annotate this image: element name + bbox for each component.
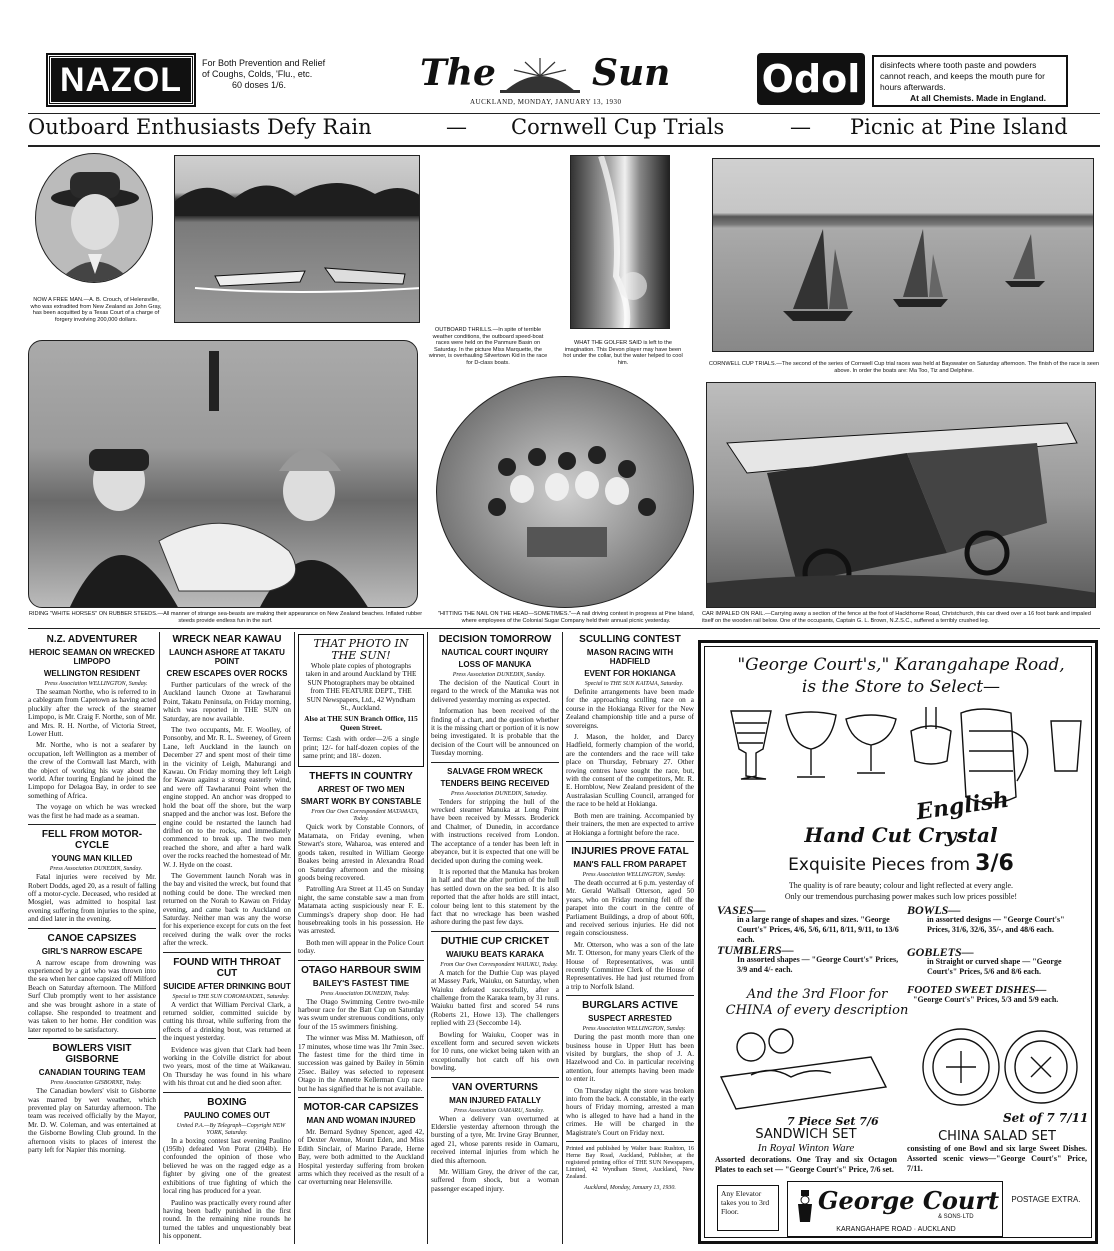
china-sets-illustration (711, 1027, 1091, 1117)
nazol-logo (48, 55, 194, 105)
caption-outboard: OUTBOARD THRILLS.—In spite of terrible weather conditions, the outboard speed-boat races were held on the Panmure Basin on Saturday. In the picture Miss Marquette, the winner, is overhauling Silvertown Kid in the race for D-class boats. (428, 327, 548, 366)
gc-quality: The quality is of rare beauty; colour and light reflected at every angle. (788, 881, 1014, 890)
caption-golfer: WHAT THE GOLFER SAID is left to the imagination. This Devon player may have been hot under the collar, but the water helped to cool him. (563, 340, 683, 366)
gc-vases: VASES— in a large range of shapes and sizes. "George Court's" Prices, 4/6, 5/6, 6/11, 8/11, 9/11, to 13/6 each. (717, 903, 899, 944)
column-5: SCULLING CONTEST MASON RACING WITH HADFIELD EVENT FOR HOKIANGA Special to THE SUN KAITAIA, Saturday. Definite arrangements have been made for the approaching sculling race on a course in the Hokianga River for the New Zealand championship title and a purse of sovereigns. J. Mason, the holder, and Darcy Hadfield, formerly champion of the world, are the contenders and the race will take place on Thursday, February 27. Other rowing centres have sought the race, but, with the consent of the competitors, Mr. R. E. Hornblow, New Zealand president of the Australasian Sculling Council, arranged for the race to be held at Hokianga. Both men are training. Accompanied by their trainers, the men are expected to arrive at Hokianga a fortnight before the race. INJURIES PROVE FATAL MAN'S FALL FROM PARAPET Press Association WELLINGTON, Sunday. The death occurred at 6 p.m. yesterday of Mr. Gerald Wallsall Otterson, aged 50 years, who on Friday morning fell off the parapet into the court in the centre of Parliament Buildings, a drop of about 60ft, and received serious injuries. He did not regain consciousness. Mr. Otterson, who was a son of the late Mr. T. Otterson, for many years Clerk of the House of Representatives, was until recently Committee Clerk of the House of Representatives. He had just returned from a trip to Norfolk Island. BURGLARS ACTIVE SUSPECT ARRESTED Press Association WELLINGTON, Sunday. During the past month more than one business house in Upper Hutt has been visited by burglars, the shop of J. A. Hazelwood and Co. in particular receiving attention, four attempts having been made to enter it. On Thursday night the store was broken into from the back. A constable, in the early hours of Friday morning, arrested a man who is alleged to have had a hand in the crimes. He will be charged in the Magistrate's Court on Friday next. Printed and published by Walter Isaac Rushton, 16 Herne Bay Road, Auckland, Publisher, at the registered printing office of THE SUN Newspapers, Limited, 42 Wyndham Street, Auckland, New Zealand. Auckland, Monday, January 13, 1930. (566, 634, 694, 1192)
gc-third-floor: And the 3rd Floor for CHINA of every description (725, 987, 909, 1018)
odol-footer: At all Chemists. Made in England. (910, 93, 1047, 103)
odol-brand: Odol (761, 57, 861, 101)
nazol-text: For Both Prevention and Relief of Coughs, Colds, 'Flu., etc. 60 doses 1/6. (202, 58, 326, 90)
portrait-figure (36, 154, 153, 283)
gc-logo: George Court (818, 1186, 1000, 1215)
gc-title-1: "George Court's," Karangahape Road, (737, 655, 1065, 675)
story-boxing: BOXING (207, 1096, 247, 1108)
white-horses-photo (28, 340, 418, 608)
story-canoe: CANOE CAPSIZES (47, 932, 137, 944)
gc-elevator-box: Any Elevator takes you to 3rd Floor. (717, 1185, 779, 1231)
masthead (410, 52, 700, 112)
nazol-brand: NAZOL (59, 60, 183, 99)
imprint-date: Auckland, Monday, January 13, 1930. (584, 1185, 676, 1192)
gc-goblets: GOBLETS— in Straight or curved shape — "George Court's" Prices, 5/6 and 8/6 each. (907, 945, 1062, 976)
sun-emblem-icon (500, 56, 580, 96)
caption-nail: "HITTING THE NAIL ON THE HEAD—SOMETIMES."—A nail driving contest in progress at Pine Island, where employees of the Colonial Sugar Company held their annual picnic yesterday. (437, 611, 695, 624)
gc-footed: FOOTED SWEET DISHES— "George Court's" Prices, 5/3 and 5/9 each. (907, 984, 1059, 1004)
story-thefts: THEFTS IN COUNTRY (309, 771, 413, 783)
story-bowlers: BOWLERS VISIT GISBORNE (52, 1043, 132, 1066)
gc-price-main: 3/6 (975, 851, 1014, 876)
cornwell-photo (712, 158, 1094, 352)
gc-address: KARANGAHAPE ROAD · AUCKLAND (836, 1226, 956, 1233)
sailboats (713, 159, 1094, 352)
gc-title-2: is the Store to Select— (801, 677, 1001, 697)
story-throat-cut: FOUND WITH THROAT CUT (173, 956, 281, 979)
story-salvage: SALVAGE FROM WRECK (447, 766, 543, 776)
golfer-photo (570, 155, 670, 329)
caption-free-man: NOW A FREE MAN.—A. B. Crouch, of Helensville, who was extradited from New Zealand as John Gray, has been acquitted by a Texas Court of a charge of forgery involving 200,000 dollars. (30, 297, 162, 323)
headline-dash-2: — (790, 115, 811, 139)
story-wreck-kawau: WRECK NEAR KAWAU (172, 634, 282, 645)
portrait-photo (35, 153, 153, 283)
story-burglars: BURGLARS ACTIVE (582, 1000, 678, 1012)
gc-bowls: BOWLS— in assorted designs — "George Court's" Prices, 31/6, 32/6, 35/-, and 48/6 each. (907, 903, 1065, 934)
outboard-photo (174, 155, 420, 323)
photo-offer-box: THAT PHOTO IN THE SUN! Whole plate copies of photographs taken in and around Auckland by THE SUN Photographers may be obtained from THE FEATURE DEPT., THE SUN Newspapers, Ltd., 42 Wyndham St., Auckland. Also at THE SUN Branch Office, 115 Queen Street. Terms: Cash with order—2/6 a single print; 12/- for half-dozen copies of the same print; and 18/- dozen. (298, 634, 424, 767)
caption-white-horses: RIDING "WHITE HORSES" ON RUBBER STEEDS.—All manner of strange sea-beasts are making their appearance on New Zealand beaches. Inflated rubber steeds provide endless fun in the surf. (28, 611, 423, 624)
crystal-glassware (711, 701, 1091, 821)
odol-logo (757, 53, 865, 105)
gc-tumblers: TUMBLERS— In assorted shapes — "George Court's" Prices, 3/9 and 4/- each. (717, 943, 899, 974)
imprint: Printed and published by Walter Isaac Rushton, 16 Herne Bay Road, Auckland, Publisher, at the registered printing office of THE SUN Newspapers, Limited, 42 Wyndham Street, Auckland, New Zealand. (566, 1146, 694, 1181)
odol-text-box: disinfects where tooth paste and powders cannot reach, and keeps the mouth pure for hours afterwards. At all Chemists. Made in England. (872, 55, 1068, 107)
gc-crystal: Hand Cut Crystal (804, 823, 998, 847)
column-4: DECISION TOMORROW NAUTICAL COURT INQUIRY LOSS OF MANUKA Press Association DUNEDIN, Sunday. The decision of the Nautical Court in regard to the wreck of the Manuka was not delivered yesterday morning as expected. Information has been received of the finding of a chart, and the question whether it is the missing chart or portion of it is now being investigated. It is probable that the decision of the Court will be announced on Tuesday morning. SALVAGE FROM WRECK TENDERS BEING RECEIVED Press Association DUNEDIN, Saturday. Tenders for stripping the hull of the wrecked steamer Manuka at Long Point have been received by Messrs. Broderick and Chalmer, of Dunedin, in accordance with instructions received from London. The acceptance of a tender has been left in abeyance, but it is expected that one will be decided upon during the coming week. It is reported that the Manuka has broken in half and that the after portion of the hull has settled down on the sea bed. It is also reported that the after holds are still intact, colour being lent to this statement by the fact that no wreckage has been washed ashore during the past few days. DUTHIE CUP CRICKET WAIUKU BEATS KARAKA From Our Own Correspondent WAIUKU, Today. A match for the Duthie Cup was played at Massey Park, Waiuku, on Saturday, when Waiuku defeated successfully, after a challenge from the Karaka team, by 31 runs. Waiuku batted first and scored 54 runs (Roberts 21, Howe 13). The challengers replied with 23 (Seccombe 14). Bowling for Waiuku, Cooper was in excellent form and secured seven wickets for 10 runs, one wicket being taken with an exceptionally hot catch off his own bowling. VAN OVERTURNS MAN INJURED FATALLY Press Association OAMARU, Sunday. When a delivery van overturned at Elderslie yesterday afternoon through the bursting of a tyre, Mr. Irvine Gray Brunner, aged 21, whose parents reside in Oamaru, received internal injuries from which he died this afternoon. Mr. William Grey, the driver of the car, suffered from shock, but a woman passenger escaped injury. (431, 634, 559, 1193)
george-court-ad (698, 640, 1098, 1244)
gc-salad: CHINA SALAD SET consisting of one Bowl and six large Sweet Dishes. Assorted scenic views—"George Court's" Price, 7/11. (907, 1129, 1087, 1173)
nail-photo (436, 376, 694, 608)
gc-postage: POSTAGE EXTRA. (1011, 1195, 1081, 1204)
caption-car-rail: CAR IMPALED ON RAIL.—Carrying away a section of the fence at the foot of Hackthorne Road, Christchurch, this car dived over a 16 foot bank and impaled itself on the wooden rail below. One of the occupants, Captain G. L. Brown, N.Z.S.C., suffered a terribly crushed leg. (702, 611, 1091, 624)
bathers (29, 341, 418, 608)
headline-dash-1: — (446, 115, 467, 139)
column-3: THAT PHOTO IN THE SUN! Whole plate copies of photographs taken in and around Auckland by THE SUN Photographers may be obtained from THE FEATURE DEPT., THE SUN Newspapers, Ltd., 42 Wyndham St., Auckland. Also at THE SUN Branch Office, 115 Queen Street. Terms: Cash with order—2/6 a single print; 12/- for half-dozen copies of the same print; and 18/- dozen. THEFTS IN COUNTRY ARREST OF TWO MEN SMART WORK BY CONSTABLE From Our Own Correspondent MATAMATA, Today. Quick work by Constable Connors, of Matamata, on Friday evening, when Stewart's store, Waharoa, was entered and goods taken, resulted in William George Boakes being arrested in Alexandra Road on Saturday afternoon and the missing goods being recovered. Patrolling Ara Street at 11.45 on Sunday night, the same constable saw a man from Matamata acting suspiciously near F. E. Cummings's drapery shop door. He had housebreaking tools in his possession. He was arrested. Both men will appear in the Police Court today. OTAGO HARBOUR SWIM BAILEY'S FASTEST TIME Press Association DUNEDIN, Today. The Otago Swimming Centre two-mile harbour race for the Batt Cup on Saturday was swum under strenuous conditions, only four of the 15 swimmers finishing. The winner was Miss M. Mathieson, off 17 minutes, whose time was 1hr 7min 3sec. The fastest time for the third time in succession was gained by Bailey in 56min 25sec. Bailey was selected to represent Otago in the Annette Kellerman Cup race but he has signified that he is not available. MOTOR-CAR CAPSIZES MAN AND WOMAN INJURED Mr. Bernard Sydney Spencer, aged 42, of Dexter Avenue, Mount Eden, and Miss Edith Sinclair, of Marino Parade, Herne Bay, were both admitted to the Auckland Hospital yesterday suffering from broken arms which they received as the result of a car overturning near Helensville. (298, 634, 424, 1242)
car-rail-photo (706, 382, 1096, 608)
story-van: VAN OVERTURNS (452, 1081, 538, 1093)
gc-english: English (914, 786, 1011, 826)
dateline: AUCKLAND, MONDAY, JANUARY 13, 1930 (470, 98, 622, 106)
masthead-the: The (420, 52, 496, 94)
nazol-price: 60 doses 1/6. (232, 80, 287, 90)
wrecked-car (707, 383, 1096, 608)
front-headline (28, 115, 1100, 143)
caption-cornwell: CORNWELL CUP TRIALS.—The second of the series of Cornwell Cup trial races was held at Bayswater on Saturday afternoon. The finish of the race is seen above. In order the boats are: Ma Too, Tiz and Delphine. (708, 361, 1100, 374)
gc-sandwich: SANDWICH SET In Royal Winton Ware Assorted decorations. One Tray and six Octagon Plates to each set — "George Court's" Price, 7/6 set. (715, 1127, 897, 1174)
gc-logo-sub: & SONS·LTD (938, 1214, 974, 1220)
story-injuries: INJURIES PROVE FATAL (571, 845, 689, 857)
column-1: N.Z. ADVENTURER HEROIC SEAMAN ON WRECKED LIMPOPO WELLINGTON RESIDENT Press Association WELLINGTON, Sunday. The seaman Northe, who is referred to in a cablegram from Capetown as having acted pluckily after the wreck of the steamer Limpopo, is Mr. Craig F. Northe, son of Mr. and Mrs. R. H. Northe, of Victoria Street, Lower Hutt. Mr. Northe, who is not a seafarer by occupation, left Wellington as a member of the crew of the Cornwall last March, with the object of working his way about the world. After touring England he joined the Limpopo for Delagoa Bay, in order to see something of Africa. The voyage on which he was wrecked was the first he had made as a seaman. FELL FROM MOTOR-CYCLE YOUNG MAN KILLED Press Association DUNEDIN, Sunday. Fatal injuries were received by Mr. Robert Dodds, aged 20, as a result of falling off a motor-cycle. Deceased, who resided at Mosgiel, was admitted to hospital last evening suffering from injuries to the spine, and died later in the evening. CANOE CAPSIZES GIRL'S NARROW ESCAPE A narrow escape from drowning was experienced by a girl who was thrown into the sea when her canoe capsized off Milford Beach on Saturday afternoon. The Milford Surf Club promptly went to her assistance and she was brought ashore in a state of collapse. She responded to treatment and was taken to her home. Her condition was later reported to be satisfactory. BOWLERS VISIT GISBORNE CANADIAN TOURING TEAM Press Association GISBORNE, Today. The Canadian bowlers' visit to Gisborne was marred by wet weather, which prevented play on Saturday afternoon. The team was received officially by the Mayor, Mr. D. W. Coleman, and was entertained at the Gisborne Bowling Club ground. In the afternoon visits to places of interest the party left for Napier this morning. (28, 634, 156, 1155)
gc-exquisite: Exquisite Pieces from 3/6 (788, 851, 1014, 876)
water-splash (571, 156, 670, 329)
story-sculling: SCULLING CONTEST (579, 634, 681, 645)
story-nz-adventurer: N.Z. ADVENTURER (46, 634, 138, 645)
speedboats (175, 156, 420, 323)
gc-only: Only our tremendous purchasing power makes such low prices possible! (784, 892, 1018, 901)
headline-center: Cornwell Cup Trials (511, 115, 725, 139)
story-motor-car: MOTOR-CAR CAPSIZES (303, 1102, 419, 1114)
gc-set-of-7: Set of 7 7/11 (1003, 1111, 1089, 1125)
column-2: WRECK NEAR KAWAU LAUNCH ASHORE AT TAKATU POINT CREW ESCAPES OVER ROCKS Further particulars of the wreck of the Auckland launch Ozone at Tawharanui Point, Takatu Peninsula, on Friday morning, which was reported in THE SUN on Saturday, are now available. The two occupants, Mr. F. Woolley, of Ponsonby, and Mr. R. L. Sweeney, of Green Lane, left Auckland in the launch on December 27 and spent most of their time in the vicinity of Leigh, Mahurangi and Kawau. On Friday morning they left Leigh for Kawau against a strong easterly wind, and were off Tawharanui Point when the engine stopped. An anchor was dropped to hold the boat off the shore, but the warp snapped and the anchor was lost. Before the engine could be restarted the launch had drifted on to the rocks, and immediately commenced to break up. The two men reached the shore, and after a hard walk over the rocks reached the homestead of Mr. W. J. Hyde on the coast. The Government launch Norah was in the bay and visited the wreck, but found that nothing could be done. The wrecked men returned on the Norah to Kawau on Friday evening, and came back to Auckland on Saturday. Neither man was any the worse for his experience except for cuts on the feet received during the walk over the rocks after the wreck. FOUND WITH THROAT CUT SUICIDE AFTER DRINKING BOUT Special to THE SUN COROMANDEL, Saturday. A verdict that William Percival Clark, a returned soldier, committed suicide by cutting his throat, while suffering from the effects of a drinking bout, was returned at the inquest yesterday. Evidence was given that Clark had been working in the Colville district for about two years, most of the time at Waikawau. On Thursday he was found in his whare with his throat cut and he died soon after. BOXING PAULINO COMES OUT United P.A.—By Telegraph—Copyright NEW YORK, Saturday. In a boxing contest last evening Paulino (195lb) defeated Von Porat (204lb). He confounded the opinion of those who believed he was on the ragged edge as a fighter by giving one of the greatest exhibitions of true fighting of which the local ring has produced for a year. Paulino was practically every round after having been badly punished in the first round. In the remaining nine rounds he turned the tables and unquestionably beat his opponent. (163, 634, 291, 1241)
picnic-crowd (437, 377, 694, 608)
story-duthie-cup: DUTHIE CUP CRICKET (440, 935, 550, 947)
gc-beefeater-icon (794, 1188, 816, 1228)
masthead-sun: Sun (592, 52, 671, 94)
gc-logo-box (787, 1181, 1003, 1237)
headline-left: Outboard Enthusiasts Defy Rain (28, 115, 372, 139)
story-motor-cycle: FELL FROM MOTOR-CYCLE (41, 829, 143, 852)
story-otago-swim: OTAGO HARBOUR SWIM (301, 964, 421, 976)
gc-piece-7: 7 Piece Set 7/6 (787, 1115, 879, 1128)
headline-right: Picnic at Pine Island (850, 115, 1068, 139)
story-decision: DECISION TOMORROW (438, 634, 552, 645)
